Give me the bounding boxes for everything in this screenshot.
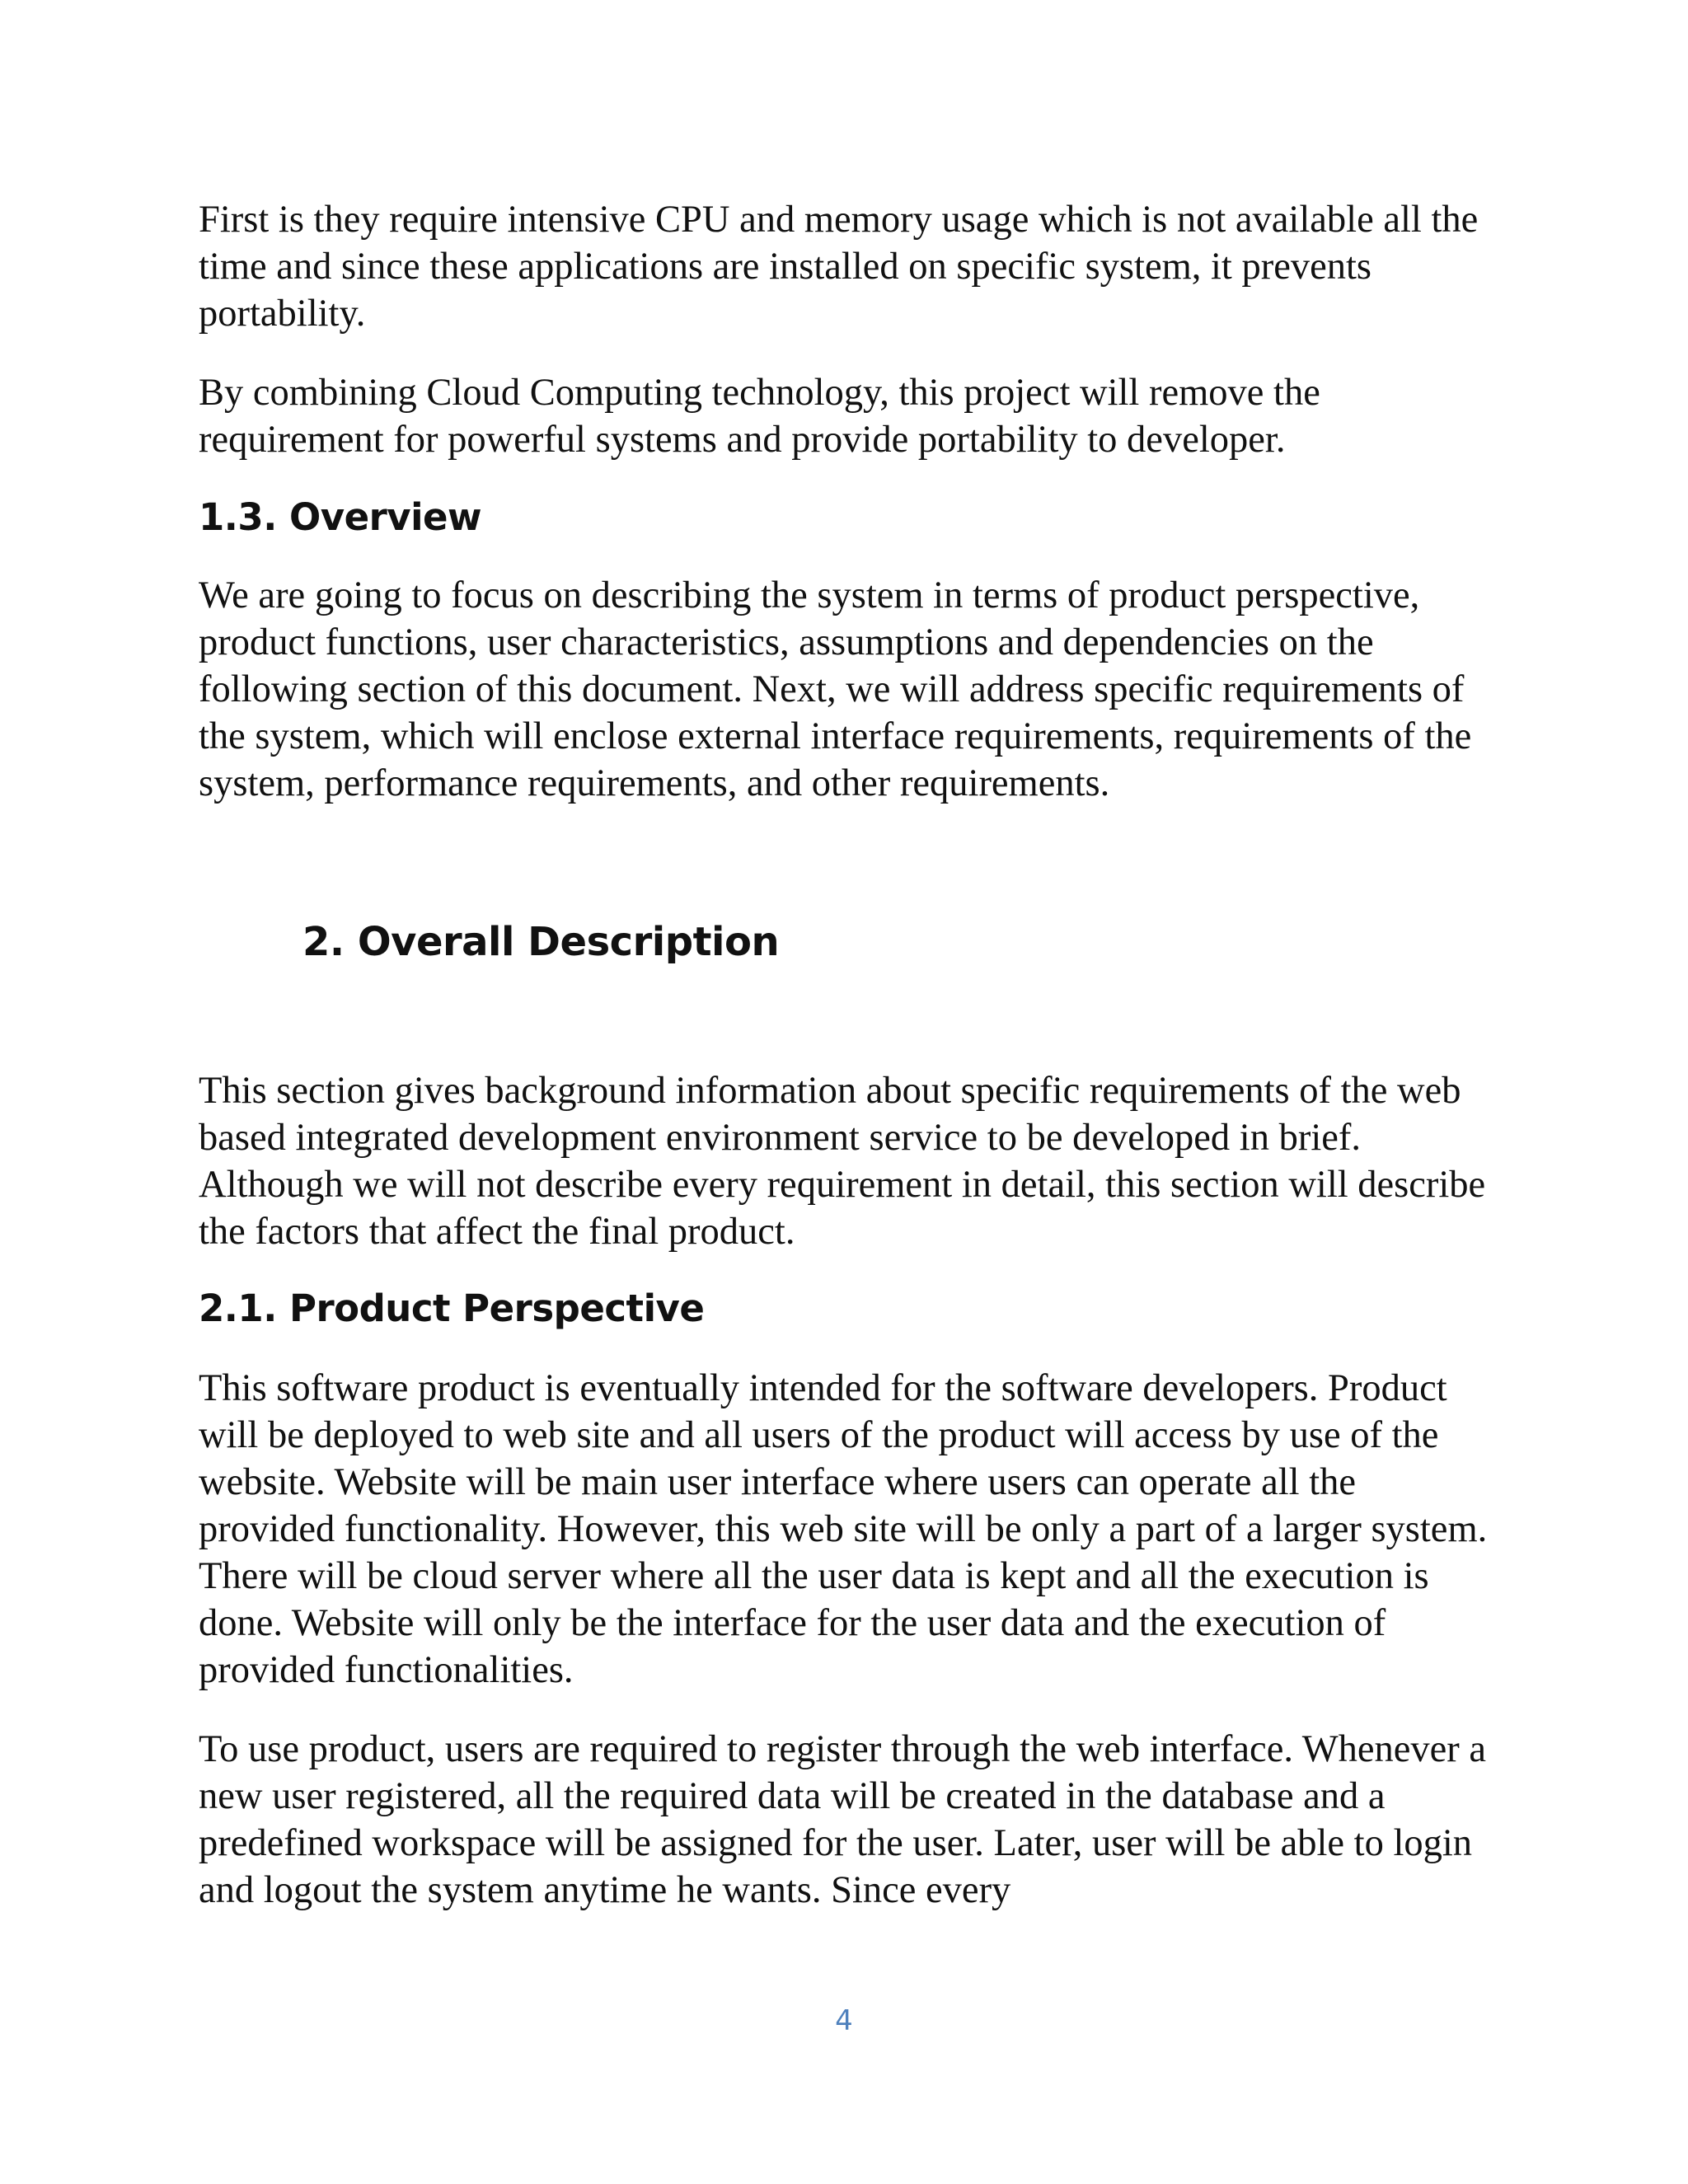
paragraph-overview: We are going to focus on describing the system in terms of product perspective, product functions, user characteristics, assumptions and dependencies on the following section of this document. Next, we will address specific requirements of the system, which will enclose external interface requirements, requirements of the system, performance requirements, and other requirements. xyxy=(199,574,1472,804)
page-number: 4 xyxy=(835,2004,853,2037)
heading-overview: 1.3. Overview xyxy=(199,495,482,539)
paragraph-cloud-computing: By combining Cloud Computing technology, this project will remove the requirement for powerful systems and provide portability to developer. xyxy=(199,372,1320,461)
paragraph-overall-description: This section gives background information about specific requirements of the web based integrated development environment service to be developed in brief. Although we will not describe every requirement in detail, this section will describe the factors that affect the final product. xyxy=(199,1070,1486,1253)
paragraph-product-perspective-1: This software product is eventually intended for the software developers. Product will be deployed to web site and all users of the product will access by use of the website. Website will be main user interface where users can operate all the provided functionality. However, this web site will be only a part of a larger system. There will be cloud server where all the user data is kept and all the execution is done. Website will only be the interface for the user data and the execution of provided functionalities. xyxy=(199,1367,1488,1691)
page-content xyxy=(199,196,1501,1914)
heading-overall-description: 2. Overall Description xyxy=(302,919,780,965)
paragraph-intro-continuation: First is they require intensive CPU and memory usage which is not available all the time and since these applications are installed on specific system, it prevents portability. xyxy=(199,199,1479,335)
heading-product-perspective: 2.1. Product Perspective xyxy=(199,1286,705,1330)
paragraph-product-perspective-2: To use product, users are required to register through the web interface. Whenever a new user registered, all the required data will be created in the database and a predefined workspace will be assigned for the user. Later, user will be able to login and logout the system anytime he wants. Since every xyxy=(199,1728,1487,1911)
